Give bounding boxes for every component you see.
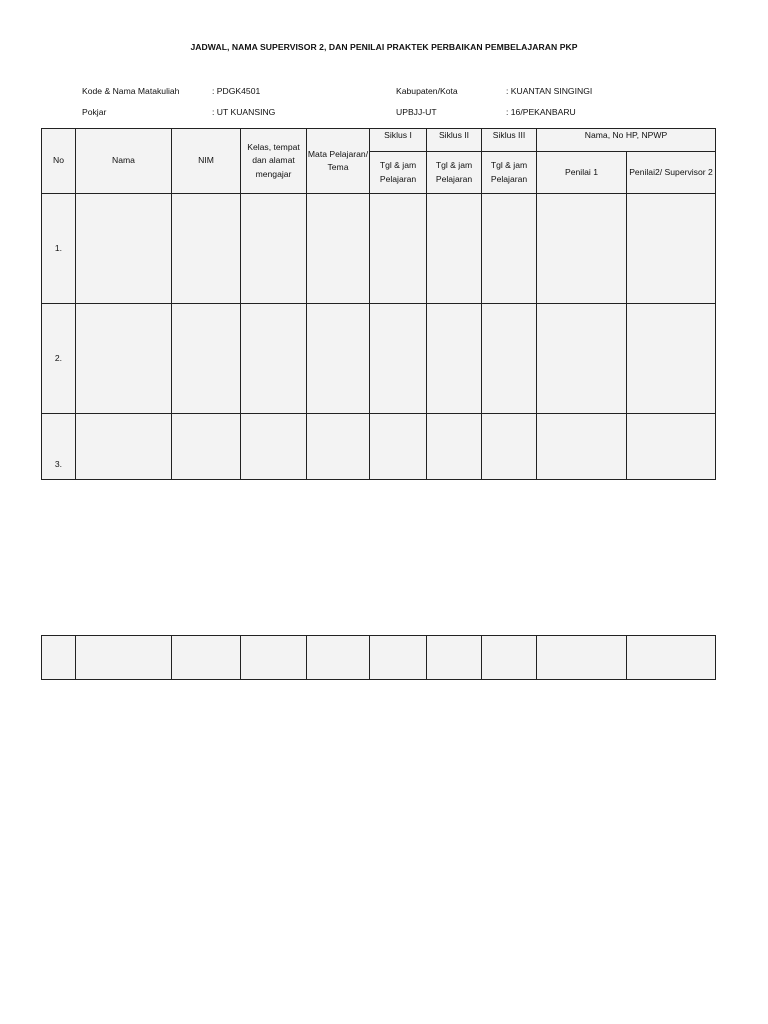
kabupaten-label: Kabupaten/Kota	[396, 86, 458, 96]
header-siklus-1: Siklus I	[370, 129, 427, 152]
table-row	[42, 636, 716, 680]
cell-penilai-1	[537, 194, 627, 304]
cell-penilai-2	[627, 636, 716, 680]
header-kontak: Nama, No HP, NPWP	[537, 129, 716, 152]
cell-tgl-1	[370, 414, 427, 480]
cell-penilai-2	[627, 194, 716, 304]
cell-tgl-1	[370, 636, 427, 680]
row-number: 2.	[42, 304, 76, 414]
cell-mapel	[307, 636, 370, 680]
cell-nim	[172, 414, 241, 480]
header-nim: NIM	[172, 129, 241, 194]
header-no: No	[42, 129, 76, 194]
cell-penilai-2	[627, 304, 716, 414]
schedule-table	[41, 128, 716, 480]
cell-tgl-2	[427, 414, 482, 480]
header-kelas: Kelas, tempat dan alamat mengajar	[241, 129, 307, 194]
cell-tgl-3	[482, 304, 537, 414]
pokjar-label: Pokjar	[82, 107, 107, 117]
cell-nama	[76, 636, 172, 680]
header-nama: Nama	[76, 129, 172, 194]
cell-mapel	[307, 304, 370, 414]
row-number: 1.	[42, 194, 76, 304]
cell-nim	[172, 304, 241, 414]
cell-penilai-1	[537, 414, 627, 480]
cell-kelas	[241, 194, 307, 304]
header-siklus-3: Siklus III	[482, 129, 537, 152]
cell-penilai-1	[537, 304, 627, 414]
cell-tgl-2	[427, 304, 482, 414]
header-row-1	[42, 129, 716, 152]
kode-value: : PDGK4501	[212, 86, 261, 96]
cell-penilai-1	[537, 636, 627, 680]
row-number: 3.	[42, 414, 76, 480]
cell-nim	[172, 636, 241, 680]
kabupaten-value: : KUANTAN SINGINGI	[506, 86, 593, 96]
cell-nama	[76, 194, 172, 304]
table-row	[42, 304, 716, 414]
upbjj-value: : 16/PEKANBARU	[506, 107, 576, 117]
header-tgl-2: Tgl & jam Pelajaran	[427, 152, 482, 194]
header-tgl-3: Tgl & jam Pelajaran	[482, 152, 537, 194]
cell-tgl-3	[482, 636, 537, 680]
pokjar-value: : UT KUANSING	[212, 107, 276, 117]
cell-nama	[76, 414, 172, 480]
table-row	[42, 194, 716, 304]
header-penilai-2: Penilai2/ Supervisor 2	[627, 152, 716, 194]
cell-nama	[76, 304, 172, 414]
cell-mapel	[307, 414, 370, 480]
continuation-table	[41, 635, 716, 680]
table-row	[42, 414, 716, 480]
page-title: JADWAL, NAMA SUPERVISOR 2, DAN PENILAI PRAKTEK PERBAIKAN PEMBELAJARAN PKP	[190, 42, 578, 52]
header-tgl-1: Tgl & jam Pelajaran	[370, 152, 427, 194]
cell-kelas	[241, 414, 307, 480]
cell-no	[42, 636, 76, 680]
upbjj-label: UPBJJ-UT	[396, 107, 437, 117]
cell-tgl-1	[370, 304, 427, 414]
cell-nim	[172, 194, 241, 304]
cell-kelas	[241, 636, 307, 680]
cell-tgl-2	[427, 636, 482, 680]
cell-tgl-2	[427, 194, 482, 304]
cell-tgl-1	[370, 194, 427, 304]
cell-mapel	[307, 194, 370, 304]
header-siklus-2: Siklus II	[427, 129, 482, 152]
header-penilai-1: Penilai 1	[537, 152, 627, 194]
cell-tgl-3	[482, 414, 537, 480]
cell-tgl-3	[482, 194, 537, 304]
cell-penilai-2	[627, 414, 716, 480]
kode-label: Kode & Nama Matakuliah	[82, 86, 180, 96]
cell-kelas	[241, 304, 307, 414]
header-mapel: Mata Pelajaran/ Tema	[307, 129, 370, 194]
